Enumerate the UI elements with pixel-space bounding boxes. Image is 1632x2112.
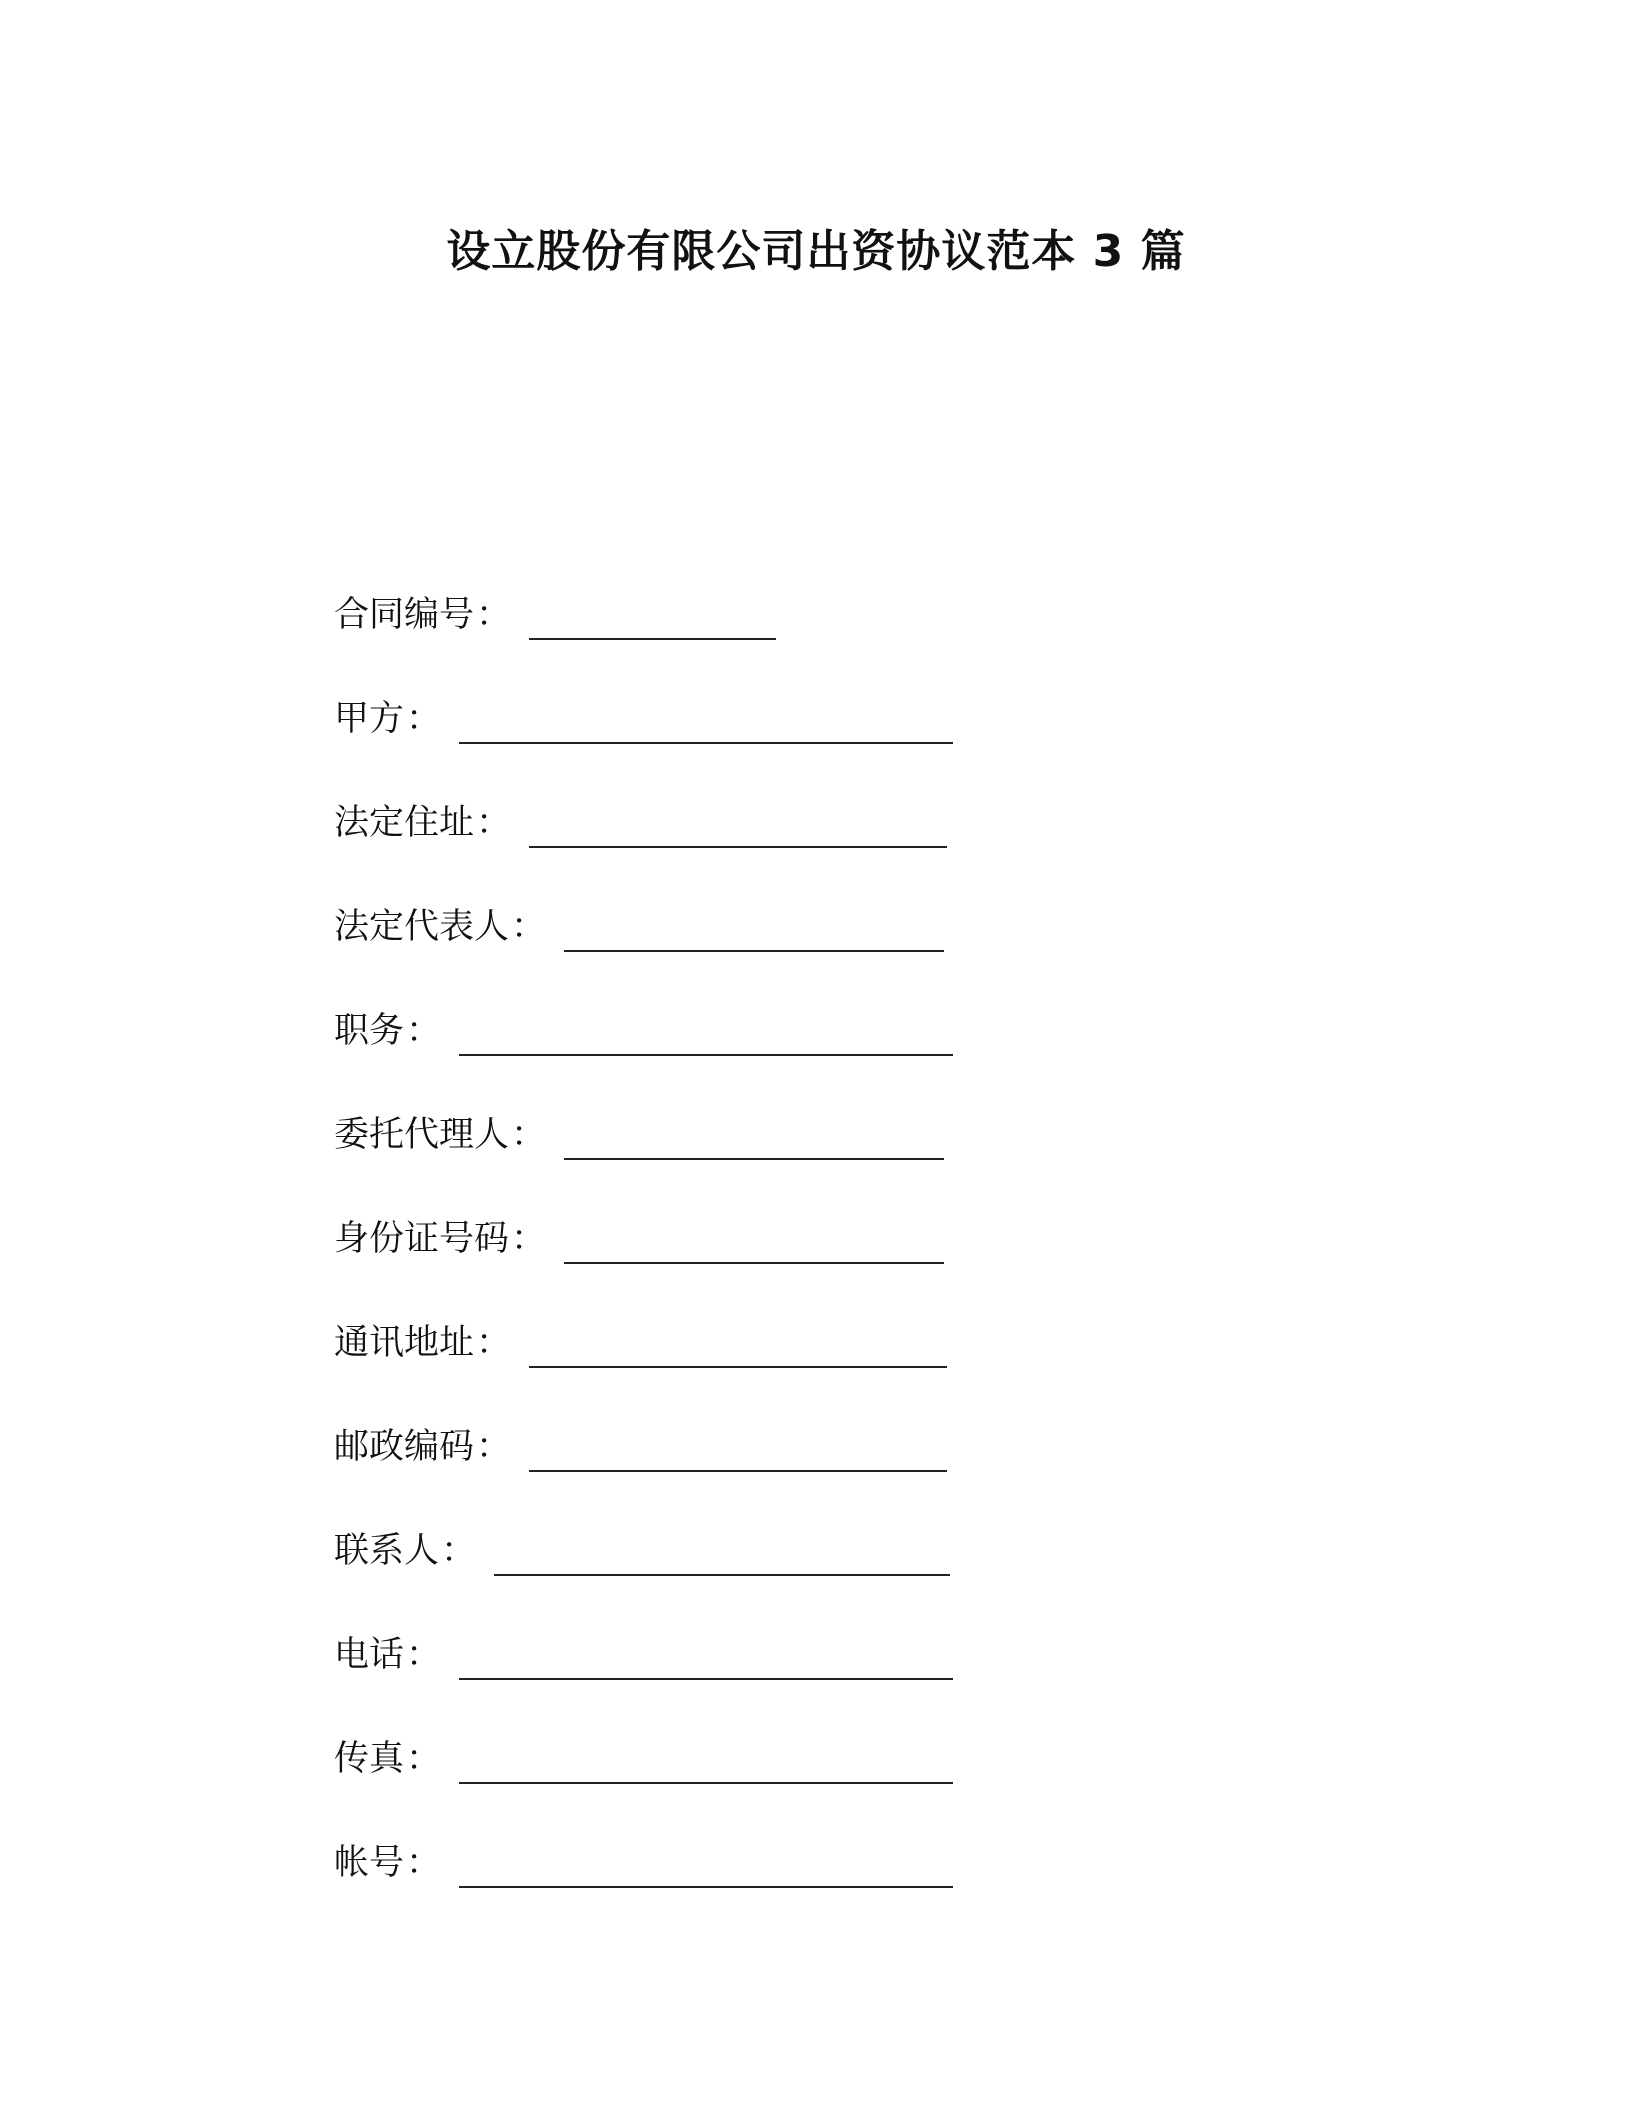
blank-line[interactable] bbox=[459, 1632, 953, 1680]
blank-line[interactable] bbox=[459, 696, 953, 744]
field-colon: ： bbox=[441, 1531, 477, 1571]
field-label: 帐号 bbox=[334, 1843, 405, 1883]
field-id-number bbox=[334, 1214, 1334, 1318]
field-colon: ： bbox=[406, 1843, 442, 1883]
field-legal-address bbox=[334, 798, 1334, 902]
field-colon: ： bbox=[511, 1219, 547, 1259]
field-colon: ： bbox=[406, 1635, 442, 1675]
field-colon: ： bbox=[406, 1011, 442, 1051]
field-label: 职务 bbox=[334, 1011, 405, 1051]
field-contact-person bbox=[334, 1526, 1334, 1630]
blank-line[interactable] bbox=[459, 1840, 953, 1888]
blank-line[interactable] bbox=[459, 1736, 953, 1784]
field-position bbox=[334, 1006, 1334, 1110]
blank-line[interactable] bbox=[564, 1112, 944, 1160]
field-label: 通讯地址 bbox=[334, 1323, 475, 1363]
field-label: 电话 bbox=[334, 1635, 405, 1675]
blank-line[interactable] bbox=[529, 592, 776, 640]
blank-line[interactable] bbox=[529, 1424, 947, 1472]
field-colon: ： bbox=[476, 595, 512, 635]
field-account-number bbox=[334, 1838, 1334, 1942]
blank-line[interactable] bbox=[564, 1216, 944, 1264]
blank-line[interactable] bbox=[494, 1528, 950, 1576]
field-colon: ： bbox=[406, 1739, 442, 1779]
document-title: 设立股份有限公司出资协议范本 3 篇 bbox=[446, 226, 1186, 277]
field-party-a bbox=[334, 694, 1334, 798]
contract-fields bbox=[334, 590, 1334, 1942]
field-contract-number bbox=[334, 590, 1334, 694]
field-label: 邮政编码 bbox=[334, 1427, 475, 1467]
field-label: 联系人 bbox=[334, 1531, 440, 1571]
field-label: 身份证号码 bbox=[334, 1219, 510, 1259]
field-label: 合同编号 bbox=[334, 595, 475, 635]
field-label: 委托代理人 bbox=[334, 1115, 510, 1155]
field-legal-representative bbox=[334, 902, 1334, 1006]
field-label: 法定住址 bbox=[334, 803, 475, 843]
field-postal-code bbox=[334, 1422, 1334, 1526]
field-colon: ： bbox=[476, 803, 512, 843]
field-colon: ： bbox=[511, 1115, 547, 1155]
field-fax bbox=[334, 1734, 1334, 1838]
blank-line[interactable] bbox=[459, 1008, 953, 1056]
field-label: 传真 bbox=[334, 1739, 405, 1779]
field-mailing-address bbox=[334, 1318, 1334, 1422]
field-colon: ： bbox=[511, 907, 547, 947]
field-colon: ： bbox=[476, 1323, 512, 1363]
field-colon: ： bbox=[406, 699, 442, 739]
field-label: 法定代表人 bbox=[334, 907, 510, 947]
blank-line[interactable] bbox=[529, 800, 947, 848]
field-authorized-agent bbox=[334, 1110, 1334, 1214]
blank-line[interactable] bbox=[529, 1320, 947, 1368]
blank-line[interactable] bbox=[564, 904, 944, 952]
field-colon: ： bbox=[476, 1427, 512, 1467]
field-label: 甲方 bbox=[334, 699, 405, 739]
field-telephone bbox=[334, 1630, 1334, 1734]
